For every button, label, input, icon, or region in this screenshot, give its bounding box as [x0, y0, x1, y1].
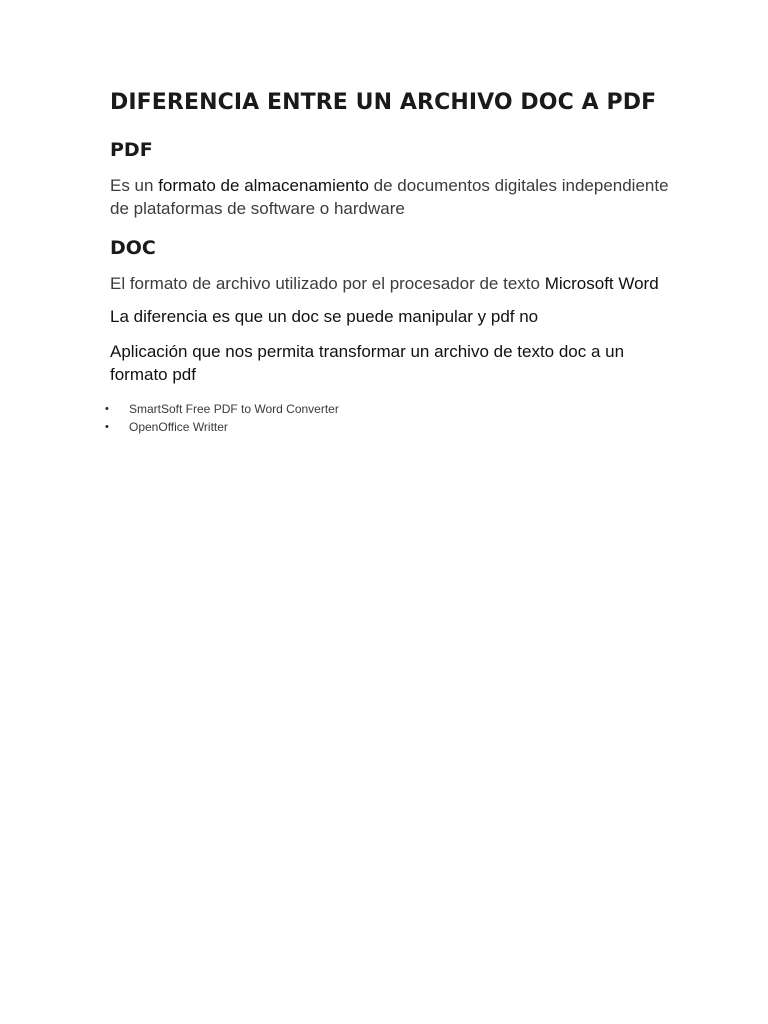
section-heading-doc: DOC	[110, 237, 156, 259]
list-item-label: OpenOffice Writter	[129, 420, 228, 434]
bullet-icon: •	[105, 421, 109, 433]
list-item-label: SmartSoft Free PDF to Word Converter	[129, 402, 339, 416]
list-item	[105, 400, 670, 418]
doc-description-part1: El formato de archivo utilizado por el procesador de texto	[110, 274, 545, 293]
pdf-description	[110, 174, 670, 220]
pdf-description-part3: de documentos digitales independiente de plataformas de software o hardware	[110, 176, 669, 218]
pdf-description-highlight: formato de almacenamiento	[158, 176, 369, 195]
pdf-description-part1: Es un	[110, 176, 159, 195]
section-heading-pdf: PDF	[110, 139, 153, 161]
application-intro: Aplicación que nos permita transformar un archivo de texto doc a un formato pdf	[110, 342, 625, 384]
document-title: DIFERENCIA ENTRE UN ARCHIVO DOC A PDF	[110, 90, 657, 115]
document-content	[105, 86, 670, 436]
difference-statement: La diferencia es que un doc se puede manipular y pdf no	[110, 307, 539, 326]
doc-description	[110, 272, 670, 295]
doc-description-highlight: Microsoft Word	[544, 274, 659, 293]
list-item	[105, 418, 670, 436]
application-list	[105, 400, 670, 436]
bullet-icon: •	[105, 403, 109, 415]
